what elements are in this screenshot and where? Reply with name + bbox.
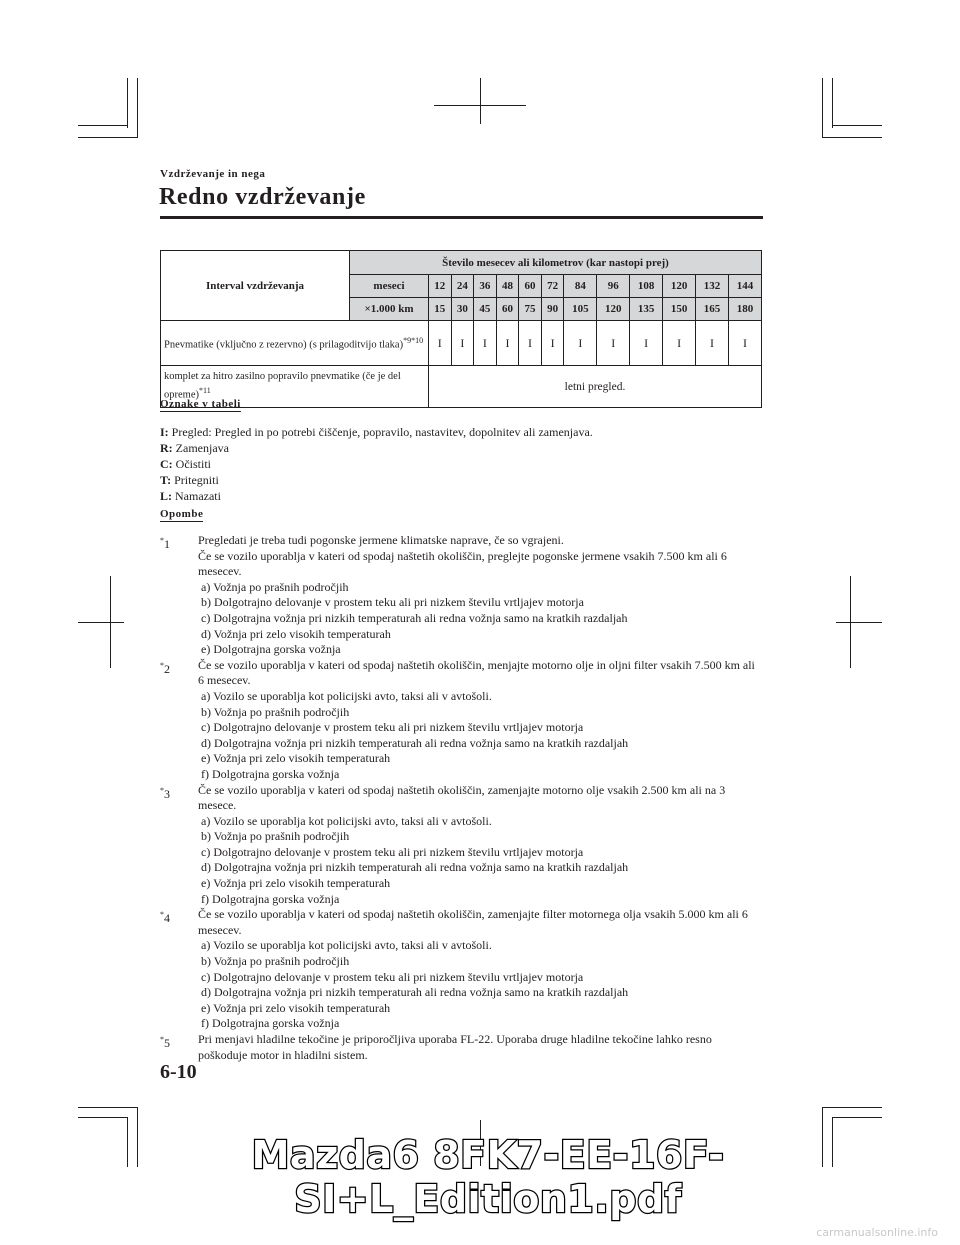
- note-number-value: 1: [164, 537, 170, 551]
- crop-mark: [822, 1107, 882, 1108]
- table-cell: I: [474, 321, 497, 366]
- months-cell: 48: [496, 275, 519, 298]
- annual-check-cell: letni pregled.: [429, 366, 762, 408]
- crop-mark: [78, 1117, 128, 1118]
- note-text: Če se vozilo uporablja v kateri od spodaj naštetih okoliščin, zamenjajte motorno olje vsakih 2.500 km ali na 3 mesece.: [198, 782, 726, 813]
- interval-header: Interval vzdrževanja: [161, 251, 350, 321]
- months-cell: 132: [696, 275, 729, 298]
- legend-code: L:: [160, 489, 172, 503]
- crop-mark: [832, 78, 833, 128]
- note-list-item: f) Dolgotrajna gorska vožnja: [201, 891, 340, 906]
- note-list-item: e) Vožnja pri zelo visokih temperaturah: [201, 876, 391, 891]
- table-cell: I: [429, 321, 452, 366]
- km-cell: 165: [696, 298, 729, 321]
- legend-heading: Oznake v tabeli: [160, 398, 241, 410]
- legend-text: Pritegniti: [174, 473, 219, 487]
- note-list-item: a) Vozilo se uporablja kot policijski avto, taksi ali v avtošoli.: [201, 688, 492, 703]
- note-list-item: d) Dolgotrajna vožnja pri nizkih temperaturah ali redna vožnja samo na kratkih razdaljah: [201, 985, 629, 1000]
- crop-mark: [78, 622, 124, 623]
- note-list-item: a) Vožnja po prašnih področjih: [201, 579, 349, 594]
- title-rule: [160, 216, 763, 219]
- km-cell: 90: [541, 298, 564, 321]
- months-cell: 12: [429, 275, 452, 298]
- crop-mark: [110, 576, 111, 668]
- row-label-text: Pnevmatike (vključno z rezervno) (s prilagoditvijo tlaka): [164, 339, 404, 351]
- months-cell: 84: [564, 275, 597, 298]
- row-label: [161, 321, 429, 366]
- months-cell: 60: [519, 275, 542, 298]
- table-row: [161, 321, 762, 366]
- note-mark: *: [160, 785, 164, 795]
- note-number-value: 4: [164, 911, 170, 926]
- km-cell: 135: [630, 298, 663, 321]
- km-cell: 75: [519, 298, 542, 321]
- legend-code: I:: [160, 425, 169, 439]
- note-mark: *: [160, 1035, 164, 1044]
- row-label-text: komplet za hitro zasilno popravilo pnevmatike (če je del opreme): [164, 371, 401, 401]
- legend-item: [160, 424, 593, 440]
- note-number: [160, 783, 196, 803]
- crop-mark: [850, 576, 851, 668]
- km-label: ×1.000 km: [350, 298, 429, 321]
- months-cell: 120: [663, 275, 696, 298]
- note-list-item: c) Dolgotrajna vožnja pri nizkih temperaturah ali redna vožnja samo na kratkih razdaljah: [201, 610, 628, 625]
- legend-item: [160, 488, 593, 504]
- crop-mark: [822, 137, 882, 138]
- legend-text: Pregled: Pregled in po potrebi čiščenje, popravilo, nastavitev, dopolnitev ali zamenjava.: [171, 425, 593, 439]
- legend-text: Namazati: [175, 489, 221, 503]
- table-cell: I: [696, 321, 729, 366]
- note-list-item: d) Vožnja pri zelo visokih temperaturah: [201, 626, 391, 641]
- note-text: Če se vozilo uporablja v kateri od spodaj naštetih okoliščin, zamenjajte filter motornega olja vsakih 5.000 km ali 6 mesecev.: [198, 907, 748, 937]
- legend-list: [160, 424, 593, 504]
- note-item: [160, 658, 760, 783]
- note-number-value: 5: [164, 1036, 170, 1050]
- footnote-ref: *11: [198, 386, 211, 396]
- km-cell: 45: [474, 298, 497, 321]
- crop-mark: [832, 125, 882, 126]
- months-cell: 72: [541, 275, 564, 298]
- note-list-item: c) Dolgotrajno delovanje v prostem teku ali pri nizkem številu vrtljajev motorja: [201, 844, 584, 859]
- note-text: Pri menjavi hladilne tekočine je priporočljiva uporaba FL-22. Uporaba druge hladilne tekočine lahko resno poškoduje motor in hladilni sistem.: [198, 1032, 712, 1062]
- note-number: [160, 658, 196, 678]
- note-number-value: 3: [164, 786, 170, 801]
- km-cell: 180: [728, 298, 761, 321]
- months-cell: 108: [630, 275, 663, 298]
- maintenance-table: [160, 250, 762, 408]
- months-label: meseci: [350, 275, 429, 298]
- note-item: [160, 1032, 760, 1063]
- note-list-item: c) Dolgotrajno delovanje v prostem teku ali pri nizkem številu vrtljajev motorja: [201, 720, 584, 735]
- legend-item: [160, 472, 593, 488]
- crop-mark: [78, 1107, 138, 1108]
- table-cell: I: [496, 321, 519, 366]
- table-row: [161, 366, 762, 408]
- page-title: Redno vzdrževanje: [159, 184, 366, 210]
- site-watermark: carmanualsonline.info: [816, 1226, 938, 1239]
- note-number-value: 2: [164, 661, 170, 676]
- table-cell: I: [541, 321, 564, 366]
- notes-heading: Opombe: [160, 508, 204, 520]
- section-label: Vzdrževanje in nega: [160, 168, 266, 180]
- crop-mark: [822, 78, 823, 138]
- note-list-item: d) Dolgotrajna vožnja pri nizkih temperaturah ali redna vožnja samo na kratkih razdaljah: [201, 860, 629, 875]
- notes-list: [160, 533, 760, 1063]
- legend-code: C:: [160, 457, 173, 471]
- crop-mark: [78, 125, 128, 126]
- legend-item: [160, 440, 593, 456]
- km-cell: 150: [663, 298, 696, 321]
- note-mark: *: [160, 660, 164, 670]
- note-list-item: a) Vozilo se uporablja kot policijski avto, taksi ali v avtošoli.: [201, 938, 492, 953]
- note-list-item: e) Vožnja pri zelo visokih temperaturah: [201, 1000, 391, 1015]
- table-cell: I: [451, 321, 474, 366]
- footnote-ref: *9*10: [403, 335, 424, 345]
- table-cell: I: [728, 321, 761, 366]
- note-mark: *: [160, 536, 164, 545]
- legend-text: Zamenjava: [175, 441, 229, 455]
- note-item: [160, 783, 760, 908]
- note-list-item: a) Vozilo se uporablja kot policijski avto, taksi ali v avtošoli.: [201, 813, 492, 828]
- note-list-item: c) Dolgotrajno delovanje v prostem teku ali pri nizkem številu vrtljajev motorja: [201, 969, 584, 984]
- table-cell: I: [564, 321, 597, 366]
- note-list-item: e) Dolgotrajna gorska vožnja: [201, 642, 341, 657]
- note-list-item: b) Vožnja po prašnih področjih: [201, 704, 350, 719]
- note-list-item: b) Vožnja po prašnih področjih: [201, 954, 350, 969]
- crop-mark: [127, 78, 128, 128]
- km-cell: 15: [429, 298, 452, 321]
- km-cell: 105: [564, 298, 597, 321]
- legend-text: Očistiti: [175, 457, 212, 471]
- km-cell: 120: [597, 298, 630, 321]
- months-cell: 96: [597, 275, 630, 298]
- note-number: [160, 533, 196, 553]
- note-text: Če se vozilo uporablja v kateri od spodaj naštetih okoliščin, menjajte motorno olje in oljni filter vsakih 7.500 km ali 6 mesecev.: [198, 657, 755, 688]
- legend-code: R:: [160, 441, 173, 455]
- crop-mark: [836, 622, 882, 623]
- legend-code: T:: [160, 473, 172, 487]
- note-item: [160, 907, 760, 1032]
- months-cell: 24: [451, 275, 474, 298]
- note-number: [160, 1032, 196, 1052]
- km-cell: 60: [496, 298, 519, 321]
- note-list-item: b) Vožnja po prašnih področjih: [201, 829, 350, 844]
- km-cell: 30: [451, 298, 474, 321]
- table-cell: I: [630, 321, 663, 366]
- months-cell: 36: [474, 275, 497, 298]
- crop-mark: [137, 78, 138, 138]
- note-list-item: b) Dolgotrajno delovanje v prostem teku ali pri nizkem številu vrtljajev motorja: [201, 595, 584, 610]
- note-text: Pregledati je treba tudi pogonske jermene klimatske naprave, če so vgrajeni.: [198, 533, 564, 547]
- note-list-item: f) Dolgotrajna gorska vožnja: [201, 766, 340, 781]
- watermark: Mazda6 8FK7-EE-16F-SI+L_Edition1.pdf: [251, 1133, 725, 1221]
- span-header: Število mesecev ali kilometrov (kar nastopi prej): [350, 251, 762, 275]
- note-list-item: e) Vožnja pri zelo visokih temperaturah: [201, 751, 391, 766]
- months-cell: 144: [728, 275, 761, 298]
- note-mark: *: [160, 910, 164, 920]
- note-text: Če se vozilo uporablja v kateri od spodaj naštetih okoliščin, preglejte pogonske jermene vsakih 7.500 km ali 6 mesecev.: [198, 548, 727, 579]
- table-cell: I: [663, 321, 696, 366]
- crop-mark: [78, 137, 138, 138]
- page-number: 6-10: [160, 1061, 197, 1083]
- legend-item: [160, 456, 593, 472]
- note-list-item: f) Dolgotrajna gorska vožnja: [201, 1016, 340, 1031]
- table-cell: I: [519, 321, 542, 366]
- note-list-item: d) Dolgotrajna vožnja pri nizkih temperaturah ali redna vožnja samo na kratkih razdaljah: [201, 735, 629, 750]
- note-number: [160, 907, 196, 927]
- crop-mark: [832, 1117, 882, 1118]
- note-item: [160, 533, 760, 658]
- crop-mark: [480, 78, 481, 124]
- table-cell: I: [597, 321, 630, 366]
